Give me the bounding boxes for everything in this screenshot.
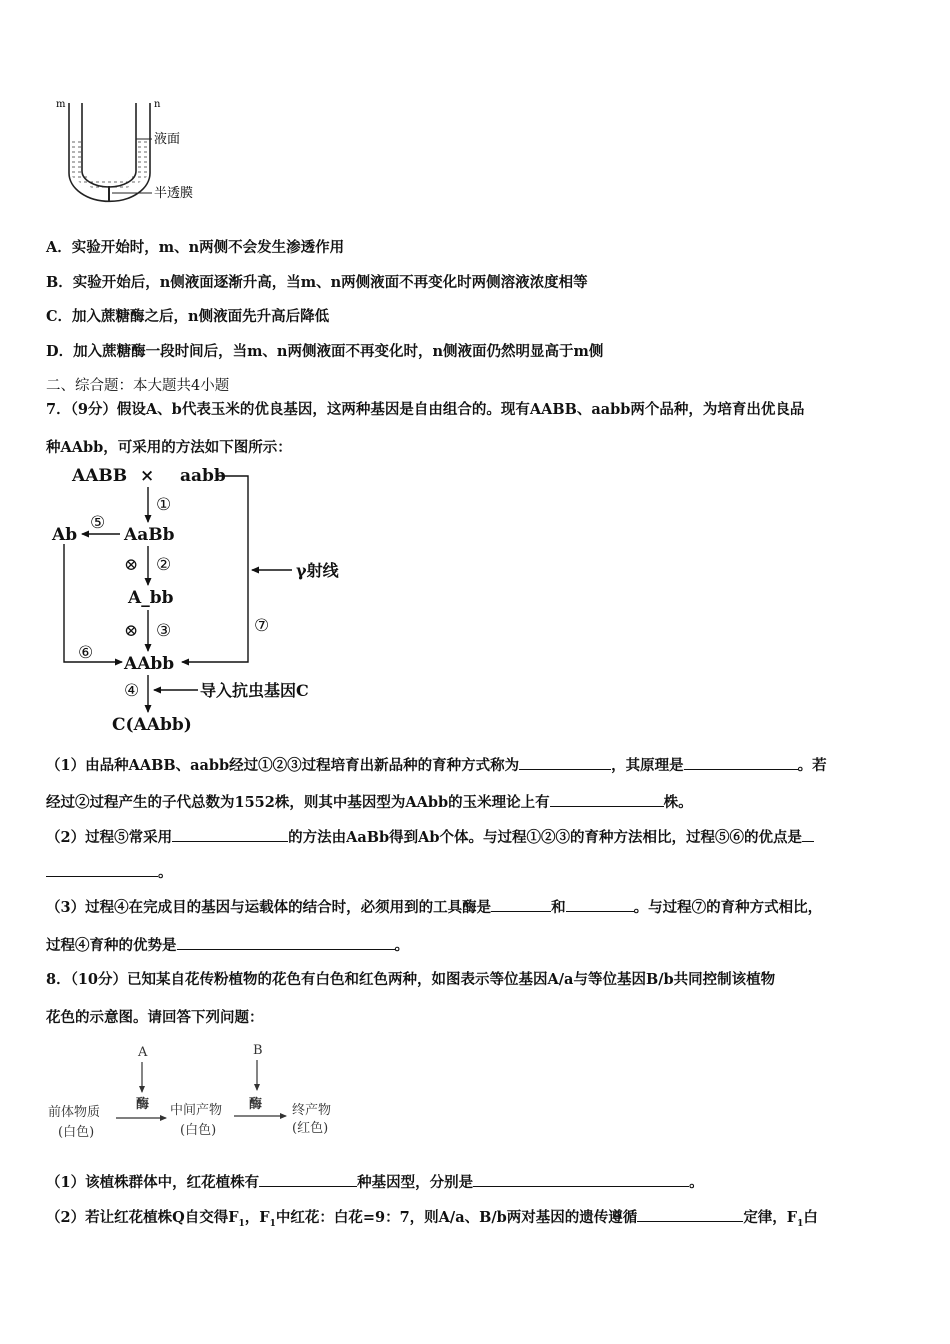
precursor: 前体物质	[48, 1105, 101, 1120]
section-heading: 二、综合题：本大题共4小题	[46, 378, 230, 394]
q7-p2-line2: 。	[46, 861, 173, 882]
f1-aabb: AaBb	[124, 525, 175, 545]
gene-a: A	[138, 1045, 148, 1060]
blank-10[interactable]	[473, 1172, 689, 1187]
haploid-ab: Ab	[52, 525, 78, 545]
precursor-color: (白色)	[58, 1125, 95, 1140]
q7-p3-line1: （3）过程④在完成目的基因与运载体的结合时，必须用到的工具酶是 和 。与过程⑦的育种方式相比，	[46, 899, 823, 916]
blank-11[interactable]	[637, 1207, 743, 1222]
q8-p2: （2）若让红花植株Q自交得$F_1$，$F_1$中红花：白花=9：7，则A/a、B/b两对基因的遗传遵循 定律，$F_1$白	[46, 1209, 818, 1229]
end-product: 终产物	[292, 1103, 332, 1118]
blank-5a[interactable]	[802, 827, 814, 842]
q7-line2: 种AAbb，可采用的方法如下图所示：	[46, 439, 292, 456]
blank-5b[interactable]	[46, 862, 158, 877]
step-2: ②	[156, 555, 172, 575]
label-membrane: 半透膜	[154, 186, 194, 201]
option-b: B．实验开始后，n侧液面逐渐升高，当m、n两侧液面不再变化时两侧溶液浓度相等	[46, 274, 588, 291]
intermediate-color: (白色)	[180, 1123, 217, 1138]
intermediate: 中间产物	[170, 1103, 223, 1118]
cross-sign: ×	[140, 466, 155, 486]
blank-3[interactable]	[550, 792, 664, 807]
blank-8[interactable]	[177, 935, 395, 950]
step-4: ④	[124, 681, 140, 701]
enzyme-1: 酶	[136, 1097, 150, 1112]
step-7: ⑦	[254, 616, 270, 636]
q7-p3-line2: 过程④育种的优势是 。	[46, 937, 409, 954]
blank-9[interactable]	[259, 1172, 357, 1187]
pathway-diagram	[46, 1040, 356, 1146]
final-product: C(AAbb)	[112, 715, 192, 735]
gamma-ray: γ射线	[296, 561, 339, 580]
q8-line1: 8．（10分）已知某自花传粉植物的花色有白色和红色两种，如图表示等位基因A/a与等位基因B/b共同控制该植物	[46, 971, 776, 988]
gene-b: B	[253, 1043, 263, 1058]
option-c: C．加入蔗糖酶之后，n侧液面先升高后降低	[46, 308, 330, 325]
selfing-1: ⊗	[124, 555, 139, 575]
q7-p1-line1: （1）由品种AABB、aabb经过①②③过程培育出新品种的育种方式称为 ，其原理是 。若	[46, 757, 827, 774]
target-aabb: AAbb	[124, 654, 175, 674]
parent-aabb-low: aabb	[180, 466, 226, 486]
label-liquid: 液面	[154, 132, 181, 147]
selfing-2: ⊗	[124, 621, 139, 641]
step-6: ⑥	[78, 643, 94, 663]
blank-2[interactable]	[684, 755, 798, 770]
q8-p1: （1）该植株群体中，红花植株有 种基因型，分别是 。	[46, 1174, 704, 1191]
enzyme-2: 酶	[249, 1097, 263, 1112]
step-5: ⑤	[90, 513, 106, 533]
step-1: ①	[156, 495, 172, 515]
q7-p2-line1: （2）过程⑤常采用 的方法由AaBb得到Ab个体。与过程①②③的育种方法相比，过程⑤⑥的优点是	[46, 826, 814, 847]
u-tube-figure	[48, 95, 218, 207]
a-bb: A_bb	[128, 588, 174, 608]
q7-p1-line2: 经过②过程产生的子代总数为1552株，则其中基因型为AAbb的玉米理论上有 株。	[46, 794, 693, 811]
option-a: A．实验开始时，m、n两侧不会发生渗透作用	[46, 239, 345, 256]
blank-7[interactable]	[566, 897, 634, 912]
liquid	[69, 139, 150, 190]
tube-inner	[82, 103, 136, 187]
step-3: ③	[156, 621, 172, 641]
blank-6[interactable]	[491, 897, 551, 912]
q7-line1: 7．（9分）假设A、b代表玉米的优良基因，这两种基因是自由组合的。现有AABB、aabb两个品种，为培育出优良品	[46, 401, 805, 418]
parent-aabb-cap: AABB	[72, 466, 128, 486]
option-d: D．加入蔗糖酶一段时间后，当m、n两侧液面不再变化时，n侧液面仍然明显高于m侧	[46, 343, 604, 360]
label-m: m	[56, 99, 66, 110]
label-n: n	[154, 99, 161, 110]
end-product-color: (红色)	[292, 1121, 329, 1136]
blank-4[interactable]	[172, 827, 288, 842]
q8-line2: 花色的示意图。请回答下列问题：	[46, 1009, 264, 1026]
breeding-diagram	[46, 460, 366, 740]
insert-gene: 导入抗虫基因C	[200, 681, 309, 700]
blank-1[interactable]	[519, 755, 611, 770]
